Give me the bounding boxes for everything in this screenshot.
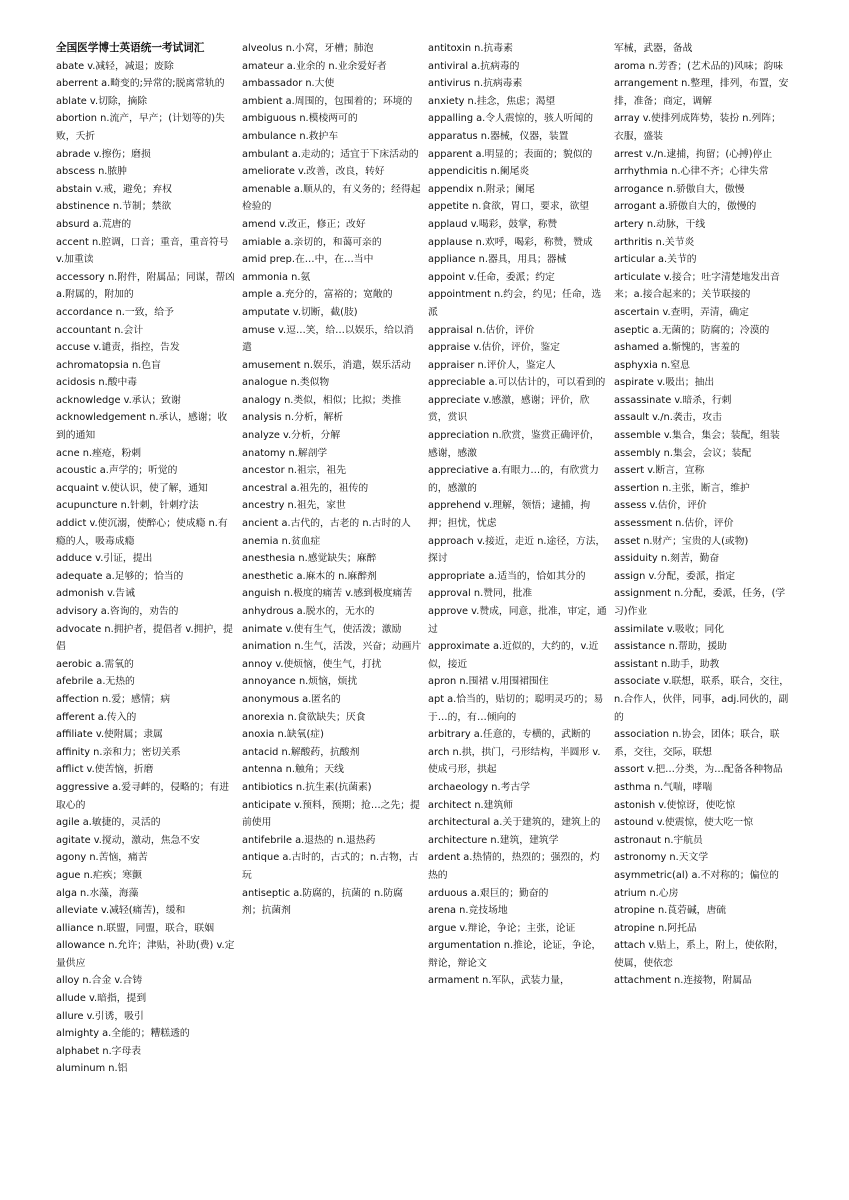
vocab-entry: antique a.古时的，古式的；n.古物，古玩 <box>242 852 419 881</box>
vocab-entry: astronomy n.天文学 <box>614 852 709 864</box>
vocab-entry: approve v.赞成，同意，批准，审定，通过 <box>428 606 607 635</box>
vocab-entry: antiviral a.抗病毒的 <box>428 60 520 72</box>
vocab-entry: appalling a.令人震惊的，骇人听闻的 <box>428 113 594 125</box>
column-1 <box>56 40 242 1165</box>
column-3 <box>428 40 614 1165</box>
vocab-entry: ancient a.古代的，古老的 n.古时的人 <box>242 518 411 530</box>
vocab-entry: anxiety n.挂念，焦虑；渴望 <box>428 95 556 107</box>
vocab-entry: abate v.减轻，减退；废除 <box>56 60 174 72</box>
vocabulary-page <box>56 40 796 1165</box>
vocab-entry: afferent a.传入的 <box>56 711 137 723</box>
vocab-entry: argumentation n.推论，论证，争论，辩论，辩论文 <box>428 940 602 969</box>
vocab-entry: almighty a.全能的；糟糕透的 <box>56 1028 190 1040</box>
vocab-entry: argue v.辩论，争论；主张，论证 <box>428 922 576 934</box>
vocab-entry: annoy v.使烦恼，使生气，打扰 <box>242 658 382 670</box>
column-4 <box>614 40 796 1165</box>
column-2 <box>242 40 428 1165</box>
vocab-entry: antacid n.解酸药，抗酸剂 <box>242 746 360 758</box>
vocab-entry: advisory a.咨询的，劝告的 <box>56 606 179 617</box>
vocab-entry: arrogant a.骄傲自大的，傲慢的 <box>614 201 757 213</box>
vocab-entry: assimilate v.吸收；同化 <box>614 623 725 635</box>
vocab-entry: assess v.估价，评价 <box>614 500 707 512</box>
vocab-entry: amiable a.亲切的，和蔼可亲的 <box>242 236 382 248</box>
vocab-entry: anguish n.极度的痛苦 v.感到极度痛苦 <box>242 588 413 600</box>
vocab-entry: aroma n.芳香；(艺术品的)风味；韵味 <box>614 60 784 72</box>
vocab-entry: ample a.充分的，富裕的；宽敞的 <box>242 289 393 301</box>
vocab-entry: assembly n.集会，会议；装配 <box>614 447 752 459</box>
vocab-entry: acquaint v.使认识，使了解，通知 <box>56 482 208 494</box>
vocab-entry: articular a.关节的 <box>614 254 697 266</box>
vocab-entry: arrogance n.骄傲自大，傲慢 <box>614 183 745 195</box>
vocab-entry: apprehend v.理解，领悟；逮捕，拘押；担忧，忧虑 <box>428 500 591 530</box>
vocab-entry: arbitrary a.任意的，专横的，武断的 <box>428 729 591 741</box>
vocab-entry: assemble v.集合，集会；装配，组装 <box>614 430 780 442</box>
vocab-entry: astronaut n.宇航员 <box>614 834 703 846</box>
vocab-entry: assert v.断言，宣称 <box>614 465 705 477</box>
vocab-entry: asthma n.气喘，哮喘 <box>614 781 713 793</box>
vocab-entry: afflict v.使苦恼，折磨 <box>56 764 154 776</box>
vocab-entry: analysis n.分析，解析 <box>242 412 344 424</box>
vocab-entry: antivirus n.抗病毒素 <box>428 78 523 90</box>
vocab-entry: antitoxin n.抗毒素 <box>428 43 513 54</box>
vocab-entry: analogy n.类似，相似；比拟；类推 <box>242 394 402 406</box>
vocab-entry: aspirate v.吸出；抽出 <box>614 377 715 389</box>
vocab-entry: abrade v.擦伤；磨损 <box>56 148 151 160</box>
vocab-entry: assault v./n.袭击，攻击 <box>614 412 722 424</box>
vocab-entry: ambulant a.走动的；适宜于下床活动的 <box>242 148 419 160</box>
vocab-entry: assort v.把…分类，为…配备各种物品 <box>614 764 783 776</box>
vocab-entry: assignment n.分配，委派，任务，(学习)作业 <box>614 588 786 617</box>
vocab-entry: allowance n.允许；津贴，补助(费) v.定量供应 <box>56 940 235 969</box>
vocab-entry: associate v.联想，联系，联合，交往，n.合作人，伙伴，同事，adj.同伙的，副的 <box>614 676 790 723</box>
vocab-entry: agile a.敏捷的，灵活的 <box>56 817 161 829</box>
vocab-entry: appraisal n.估价，评价 <box>428 324 535 336</box>
vocab-entry: atropine n.莨菪碱，唐硫 <box>614 905 727 917</box>
vocab-entry: ambient a.周围的，包围着的；环境的 <box>242 95 413 107</box>
vocab-entry: alloy n.合金 v.合铸 <box>56 975 143 987</box>
vocab-entry: anemia n.贫血症 <box>242 535 321 547</box>
vocab-entry: apt a.恰当的，贴切的；聪明灵巧的；易于…的，有…倾向的 <box>428 693 604 723</box>
vocab-entry: alphabet n.字母表 <box>56 1045 142 1057</box>
vocab-entry: anatomy n.解剖学 <box>242 447 328 459</box>
vocab-entry: arch n.拱，拱门，弓形结构，半圆形 v.使成弓形，拱起 <box>428 746 601 776</box>
vocab-entry: animate v.使有生气，使活泼；激励 <box>242 623 402 635</box>
vocab-entry: approach v.接近，走近 n.途径，方法，探讨 <box>428 535 606 565</box>
vocab-entry: aggressive a.爱寻衅的，侵略的；有进取心的 <box>56 781 230 811</box>
vocab-entry: articulate v.接合；吐字清楚地发出音来；a.接合起来的；关节联接的 <box>614 271 780 301</box>
vocab-entry: appendix n.附录；阑尾 <box>428 183 535 195</box>
vocab-entry: archaeology n.考古学 <box>428 781 530 793</box>
vocab-entry: adduce v.引证，提出 <box>56 553 153 565</box>
vocab-entry: assiduity n.刻苦，勤奋 <box>614 553 720 565</box>
vocab-entry: aberrent a.畸变的;异常的;脱离常轨的 <box>56 78 225 90</box>
vocab-entry: ascertain v.查明，弄清，确定 <box>614 306 749 318</box>
vocab-entry: appreciate v.感激，感谢；评价，欣赏，赏识 <box>428 394 590 424</box>
vocab-entry: assassinate v.暗杀，行刺 <box>614 394 732 406</box>
vocab-entry: admonish v.告诫 <box>56 588 135 600</box>
vocab-entry: annoyance n.烦恼，烦扰 <box>242 676 358 688</box>
vocab-entry: alveolus n.小窝，牙槽；肺泡 <box>242 43 374 54</box>
vocab-entry: allude v.暗指，提到 <box>56 993 147 1005</box>
vocab-entry: approximate a.近似的，大约的，v.近似，接近 <box>428 641 599 670</box>
vocab-entry: ambulance n.救护车 <box>242 130 339 142</box>
vocab-entry: accountant n.会计 <box>56 324 144 336</box>
vocab-entry: anorexia n.食欲缺失；厌食 <box>242 711 366 723</box>
vocab-entry: arrhythmia n.心律不齐；心律失常 <box>614 166 769 178</box>
vocab-entry: acidosis n.酸中毒 <box>56 377 138 389</box>
vocab-entry: ague n.疟疾；寒颤 <box>56 869 142 881</box>
document-title: 全国医学博士英语统一考试词汇 <box>56 42 205 54</box>
vocab-entry: abstinence n.节制；禁欲 <box>56 201 172 213</box>
vocab-entry: ambiguous n.模棱两可的 <box>242 113 358 125</box>
vocab-entry: association n.协会，团体；联合，联系，交往，交际，联想 <box>614 729 780 758</box>
vocab-entry: aluminum n.铝 <box>56 1063 128 1075</box>
vocab-entry: 军械，武器，备战 <box>614 43 693 54</box>
vocab-entry: assistance n.帮助，援助 <box>614 641 727 653</box>
vocab-entry: attachment n.连接物，附属品 <box>614 975 752 987</box>
vocab-entry: antenna n.触角；天线 <box>242 764 344 776</box>
vocab-entry: ancestry n.祖先，家世 <box>242 500 346 512</box>
vocab-entry: arrest v./n.逮捕，拘留；(心搏)停止 <box>614 148 773 160</box>
vocab-entry: arrangement n.整理，排列，布置，安排，准备；商定，调解 <box>614 78 789 107</box>
vocab-entry: amusement n.娱乐，消遣，娱乐活动 <box>242 359 411 371</box>
vocab-entry: appreciative a.有眼力…的，有欣赏力的，感激的 <box>428 465 599 494</box>
vocab-entry: appreciation n.欣赏，鉴赏正确评价，感谢，感激 <box>428 430 600 459</box>
vocab-entry: alliance n.联盟，同盟，联合，联姻 <box>56 922 214 934</box>
vocab-entry: advocate n.拥护者，提倡者 v.拥护，提倡 <box>56 623 233 653</box>
vocab-entry: amputate v.切断，截(肢) <box>242 306 358 318</box>
vocab-entry: artery n.动脉，干线 <box>614 218 706 230</box>
vocab-entry: amid prep.在…中，在…当中 <box>242 254 374 266</box>
vocab-entry: amenable a.顺从的，有义务的；经得起检验的 <box>242 183 421 213</box>
vocab-entry: asphyxia n.窒息 <box>614 359 690 371</box>
vocab-entry: arduous a.艰巨的；勤奋的 <box>428 887 549 899</box>
vocab-entry: ancestral a.祖先的，祖传的 <box>242 482 369 494</box>
vocab-entry: appliance n.器具，用具；器械 <box>428 254 567 266</box>
vocab-entry: alleviate v.减轻(痛苦)，缓和 <box>56 905 186 917</box>
vocab-entry: afebrile a.无热的 <box>56 676 135 688</box>
vocab-entry: approval n.赞同，批准 <box>428 588 533 600</box>
vocab-entry: apparatus n.器械，仪器，装置 <box>428 130 569 142</box>
vocab-entry: acupuncture n.针刺，针刺疗法 <box>56 500 199 512</box>
vocab-entry: amateur a.业余的 n.业余爱好者 <box>242 60 387 72</box>
vocab-entry: analogue n.类似物 <box>242 377 330 389</box>
vocab-entry: accordance n.一致，给予 <box>56 306 174 318</box>
vocab-entry: appoint v.任命，委派；约定 <box>428 271 555 283</box>
vocab-entry: ancestor n.祖宗，祖先 <box>242 465 347 477</box>
vocab-entry: appendicitis n.阑尾炎 <box>428 166 530 178</box>
vocab-entry: astound v.使震惊，使大吃一惊 <box>614 817 754 829</box>
vocab-entry: antiseptic a.防腐的，抗菌的 n.防腐剂；抗菌剂 <box>242 887 403 917</box>
vocab-entry: assessment n.估价，评价 <box>614 518 734 530</box>
vocab-entry: ameliorate v.改善，改良，转好 <box>242 166 385 178</box>
vocab-entry: asymmetric(al) a.不对称的；偏位的 <box>614 869 779 881</box>
vocab-entry: achromatopsia n.色盲 <box>56 359 161 371</box>
vocab-entry: applaud v.喝彩，鼓掌，称赞 <box>428 218 558 230</box>
vocab-entry: armament n.军队，武装力量， <box>428 975 570 987</box>
vocab-entry: assertion n.主张，断言，维护 <box>614 482 750 494</box>
vocab-entry: appreciable a.可以估计的，可以看到的 <box>428 377 606 389</box>
vocab-entry: amuse v.逗…笑，给…以娱乐，给以消遣 <box>242 324 414 354</box>
vocab-entry: architecture n.建筑，建筑学 <box>428 834 559 846</box>
vocab-entry: architectural a.关于建筑的，建筑上的 <box>428 817 601 829</box>
vocab-entry: affection n.爱；感情；病 <box>56 693 171 705</box>
vocab-entry: affiliate v.使附属；隶属 <box>56 729 163 741</box>
vocab-entry: antifebrile a.退热的 n.退热药 <box>242 834 376 846</box>
vocab-entry: architect n.建筑师 <box>428 799 514 811</box>
vocab-entry: addict v.使沉溺，使醉心；使成瘾 n.有瘾的人，吸毒成瘾 <box>56 518 228 547</box>
vocab-entry: accessory n.附件，附属品；同谋，帮凶 a.附属的，附加的 <box>56 271 235 301</box>
vocab-entry: appropriate a.适当的，恰如其分的 <box>428 570 586 582</box>
vocab-entry: anoxia n.缺氧(症) <box>242 729 324 741</box>
vocab-entry: appraise v.估价，评价，鉴定 <box>428 342 560 354</box>
vocab-entry: apparent a.明显的；表面的；貌似的 <box>428 148 593 160</box>
vocab-entry: abortion n.流产，早产；(计划等的)失败，夭折 <box>56 113 225 142</box>
vocab-entry: ashamed a.惭愧的，害羞的 <box>614 342 740 354</box>
vocab-entry: asset n.财产；宝贵的人(或物) <box>614 535 749 547</box>
vocab-entry: adequate a.足够的；恰当的 <box>56 570 184 582</box>
vocab-entry: ablate v.切除，摘除 <box>56 95 148 107</box>
vocab-entry: ambassador n.大使 <box>242 78 335 90</box>
vocab-entry: alga n.水藻，海藻 <box>56 887 139 899</box>
vocab-entry: absurd a.荒唐的 <box>56 218 132 230</box>
vocab-entry: aerobic a.需氧的 <box>56 658 134 670</box>
vocab-entry: attach v.贴上，系上，附上，使依附，使属，使依恋 <box>614 940 784 969</box>
vocab-entry: anesthesia n.感觉缺失；麻醉 <box>242 553 377 565</box>
vocab-entry: applause n.欢呼，喝彩，称赞，赞成 <box>428 236 593 248</box>
vocab-entry: acknowledgement n.承认，感谢；收到的通知 <box>56 412 228 442</box>
vocab-entry: accuse v.谴责，指控，告发 <box>56 342 180 354</box>
vocab-entry: arthritis n.关节炎 <box>614 236 695 248</box>
vocab-entry: anticipate v.预料，预期；抢…之先；提前使用 <box>242 799 420 829</box>
vocab-entry: anonymous a.匿名的 <box>242 693 341 705</box>
vocab-entry: anesthetic a.麻木的 n.麻醉剂 <box>242 570 377 582</box>
vocab-entry: assign v.分配，委派，指定 <box>614 570 736 582</box>
vocab-entry: animation n.生气，活泼，兴奋；动画片 <box>242 641 422 653</box>
vocab-entry: aseptic a.无菌的；防腐的；冷漠的 <box>614 324 770 336</box>
vocab-entry: acne n.痤疮，粉刺 <box>56 447 142 459</box>
vocab-entry: abscess n.脓肿 <box>56 166 127 178</box>
vocab-entry: assistant n.助手，助教 <box>614 658 720 670</box>
vocab-entry: arena n.竞技场地 <box>428 905 508 917</box>
vocab-entry: appointment n.约会，约见；任命，选派 <box>428 289 602 318</box>
vocab-entry: acknowledge v.承认；致谢 <box>56 394 181 406</box>
vocab-entry: appraiser n.评价人，鉴定人 <box>428 359 556 371</box>
vocab-entry: atropine n.阿托品 <box>614 922 697 934</box>
vocab-entry: agitate v.搅动，激动，焦急不安 <box>56 834 200 846</box>
vocab-entry: ammonia n.氨 <box>242 271 311 283</box>
vocab-entry: ardent a.热情的，热烈的；强烈的，灼热的 <box>428 852 600 881</box>
vocab-entry: amend v.改正，修正；改好 <box>242 218 366 230</box>
vocab-entry: affinity n.亲和力；密切关系 <box>56 746 181 758</box>
vocab-entry: antibiotics n.抗生素(抗菌素) <box>242 781 372 793</box>
vocab-entry: acoustic a.声学的；听觉的 <box>56 465 178 477</box>
vocab-entry: array v.使排列成阵势，装扮 n.列阵；衣服，盛装 <box>614 113 781 142</box>
vocab-entry: agony n.苦恼，痛苦 <box>56 852 148 864</box>
vocab-entry: appetite n.食欲，胃口，要求，欲望 <box>428 201 590 213</box>
vocab-entry: anhydrous a.脱水的，无水的 <box>242 606 375 617</box>
vocab-entry: analyze v.分析，分解 <box>242 430 341 442</box>
vocab-entry: astonish v.使惊讶，使吃惊 <box>614 799 736 811</box>
vocab-entry: abstain v.戒，避免；弃权 <box>56 183 172 195</box>
vocab-entry: atrium n.心房 <box>614 887 679 899</box>
vocab-entry: accent n.腔调，口音；重音，重音符号 v.加重读 <box>56 236 229 266</box>
vocab-entry: apron n.围裙 v.用围裙围住 <box>428 676 549 688</box>
vocab-entry: allure v.引诱，吸引 <box>56 1010 144 1022</box>
